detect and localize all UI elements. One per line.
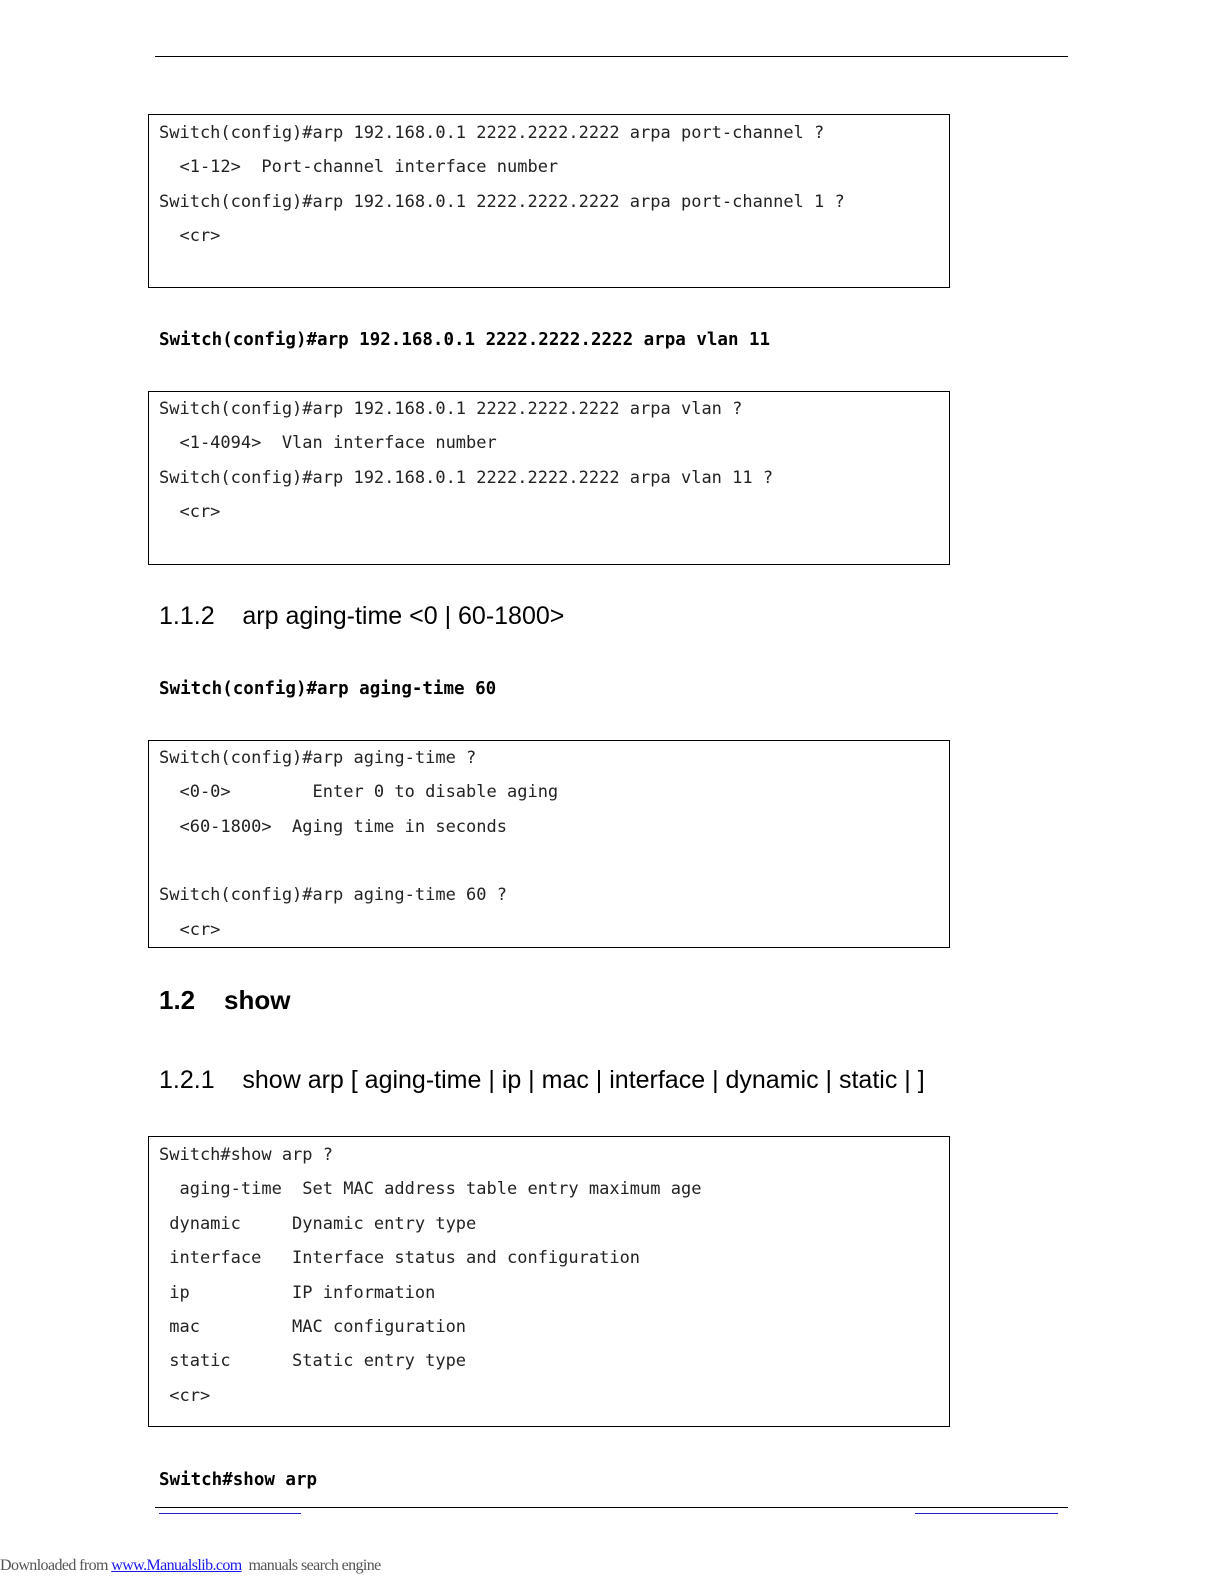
- cli-line: interface Interface status and configuration: [159, 1248, 641, 1268]
- cli-line: Switch(config)#arp 192.168.0.1 2222.2222.2222 arpa vlan ?: [159, 399, 743, 419]
- section-heading-1-2-1: 1.2.1 show arp [ aging-time | ip | mac | interface | dynamic | static | ]: [159, 1066, 925, 1094]
- cli-line: Switch(config)#arp 192.168.0.1 2222.2222.2222 arpa port-channel ?: [159, 123, 825, 143]
- cli-line: <cr>: [159, 920, 221, 940]
- cli-line: <cr>: [159, 502, 221, 522]
- cli-line: Switch(config)#arp 192.168.0.1 2222.2222.2222 arpa port-channel 1 ?: [159, 192, 845, 212]
- command-arp-aging-time: Switch(config)#arp aging-time 60: [159, 679, 497, 699]
- cli-line: Switch#show arp ?: [159, 1145, 333, 1165]
- cli-line: static Static entry type: [159, 1351, 467, 1371]
- tagline-text: manuals search engine: [241, 1557, 381, 1574]
- cli-line: Switch(config)#arp aging-time ?: [159, 748, 477, 768]
- cli-block-port-channel: [148, 114, 950, 288]
- footer-link-right[interactable]: [915, 1513, 1058, 1514]
- downloaded-from-text: Downloaded from: [0, 1557, 112, 1574]
- manualslib-link[interactable]: www.Manualslib.com: [111, 1557, 242, 1574]
- cli-line: ip IP information: [159, 1283, 436, 1303]
- cli-line: aging-time Set MAC address table entry maximum age: [159, 1179, 702, 1199]
- cli-line: <cr>: [159, 1386, 211, 1406]
- cli-block-vlan: [148, 391, 950, 565]
- cli-block-show-arp: [148, 1136, 950, 1427]
- section-heading-1-2: 1.2 show: [159, 985, 291, 1015]
- cli-line: dynamic Dynamic entry type: [159, 1214, 477, 1234]
- cli-line: <0-0> Enter 0 to disable aging: [159, 782, 559, 802]
- download-footer: [0, 1557, 381, 1575]
- cli-block-aging-time: [148, 740, 950, 948]
- header-rule: [155, 56, 1068, 57]
- cli-line: mac MAC configuration: [159, 1317, 467, 1337]
- cli-line: <cr>: [159, 226, 221, 246]
- command-arp-vlan: Switch(config)#arp 192.168.0.1 2222.2222.2222 arpa vlan 11: [159, 330, 771, 350]
- cli-line: <1-12> Port-channel interface number: [159, 157, 559, 177]
- command-show-arp: Switch#show arp: [159, 1470, 318, 1490]
- footer-link-left[interactable]: [159, 1513, 301, 1514]
- cli-line: <60-1800> Aging time in seconds: [159, 817, 507, 837]
- section-heading-1-1-2: 1.1.2 arp aging-time <0 | 60-1800>: [159, 602, 565, 630]
- cli-line: Switch(config)#arp aging-time 60 ?: [159, 885, 507, 905]
- footer-rule: [155, 1507, 1068, 1508]
- cli-line: Switch(config)#arp 192.168.0.1 2222.2222.2222 arpa vlan 11 ?: [159, 468, 774, 488]
- cli-line: <1-4094> Vlan interface number: [159, 433, 497, 453]
